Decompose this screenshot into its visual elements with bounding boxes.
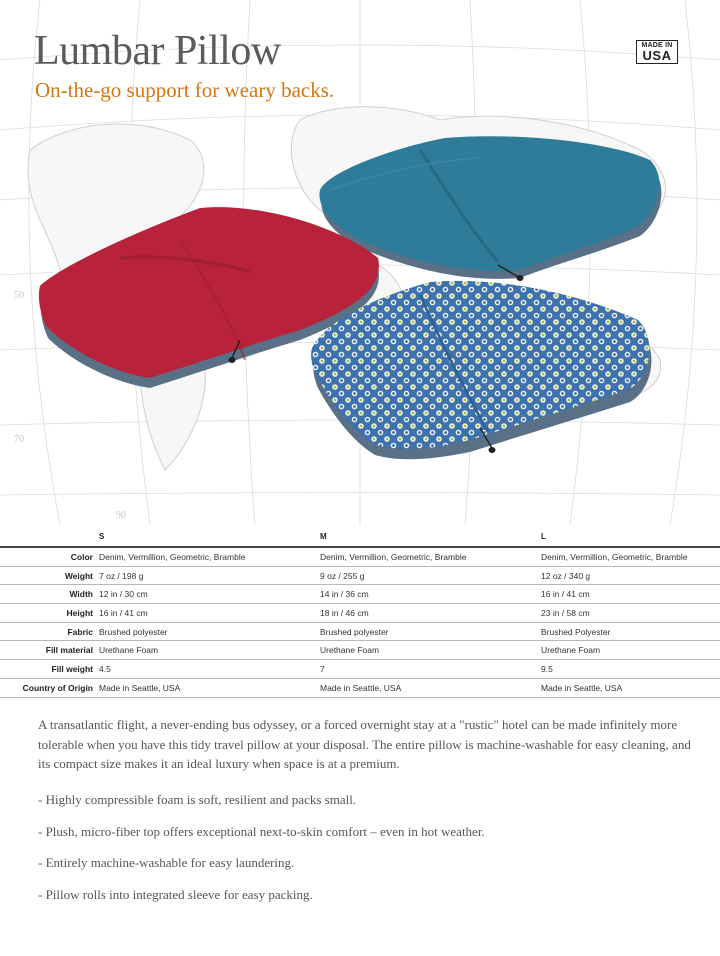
spec-label: Fabric [67, 626, 93, 637]
spec-value: 12 in / 30 cm [99, 589, 148, 600]
spec-row-country-of-origin [0, 679, 720, 698]
spec-table [0, 530, 720, 698]
spec-value: Brushed Polyester [541, 626, 611, 637]
spec-row-weight [0, 567, 720, 586]
spec-value: 9.5 [541, 664, 553, 675]
spec-value: Urethane Foam [320, 645, 380, 656]
spec-label: Fill material [45, 645, 93, 656]
spec-value: 16 in / 41 cm [541, 589, 590, 600]
spec-label: Fill weight [51, 664, 93, 675]
page-subtitle: On-the-go support for weary backs. [35, 78, 335, 102]
spec-value: Made in Seattle, USA [541, 682, 623, 693]
size-m-header: M [320, 532, 327, 541]
spec-value: Urethane Foam [99, 645, 159, 656]
map-latitude-label: 90 [116, 510, 126, 521]
spec-value: 7 [320, 664, 325, 675]
spec-value: 23 in / 58 cm [541, 608, 590, 619]
spec-value: Made in Seattle, USA [320, 682, 402, 693]
spec-value: Denim, Vermillion, Geometric, Bramble [320, 552, 467, 562]
spec-value: 16 in / 41 cm [99, 608, 148, 619]
spec-row-width [0, 585, 720, 604]
spec-label: Weight [64, 570, 93, 581]
spec-value: 7 oz / 198 g [99, 570, 144, 581]
badge-top-text: MADE IN [641, 42, 673, 49]
spec-table-header [0, 530, 720, 548]
spec-value: 18 in / 46 cm [320, 608, 369, 619]
map-latitude-label: 70 [14, 434, 24, 445]
spec-label: Color [70, 552, 93, 562]
spec-value: 14 in / 36 cm [320, 589, 369, 600]
size-l-header: L [541, 532, 546, 541]
spec-label: Width [69, 589, 93, 600]
spec-value: 4.5 [99, 664, 111, 675]
map-latitude-label: 50 [14, 290, 24, 301]
spec-row-fabric [0, 623, 720, 642]
page-title: Lumbar Pillow [34, 28, 281, 74]
spec-row-fill-weight [0, 660, 720, 679]
spec-value: Denim, Vermillion, Geometric, Bramble [541, 552, 688, 562]
size-s-header: S [99, 532, 105, 541]
feature-item: - Pillow rolls into integrated sleeve for easy packing. [38, 886, 313, 902]
spec-label: Height [66, 608, 93, 619]
product-description: A transatlantic flight, a never-ending bus odyssey, or a forced overnight stay at a "rustic" hotel can be made infinitely more tolerable when you have this tidy travel pillow at your disposal. The entire pillow is machine-washable for easy cleaning, and its compact size makes it an ideal luxury when space is at a premium. [38, 717, 691, 771]
badge-main-text: USA [642, 48, 672, 63]
spec-label: Country of Origin [22, 682, 93, 693]
spec-value: Urethane Foam [541, 645, 601, 656]
spec-row-fill-material [0, 641, 720, 660]
spec-value: Brushed polyester [320, 626, 389, 637]
spec-row-height [0, 604, 720, 623]
feature-list [38, 792, 698, 918]
spec-value: 9 oz / 255 g [320, 570, 365, 581]
spec-value: Made in Seattle, USA [99, 682, 181, 693]
feature-item: - Plush, micro-fiber top offers exceptional next-to-skin comfort – even in hot weather. [38, 823, 485, 839]
feature-item: - Highly compressible foam is soft, resilient and packs small. [38, 792, 357, 807]
spec-row-color [0, 548, 720, 567]
spec-value: 12 oz / 340 g [541, 570, 591, 581]
spec-value: Brushed polyester [99, 626, 168, 637]
spec-value: Denim, Vermillion, Geometric, Bramble [99, 552, 246, 562]
geometric-pillow [311, 281, 651, 459]
feature-item: - Entirely machine-washable for easy laundering. [38, 855, 295, 870]
